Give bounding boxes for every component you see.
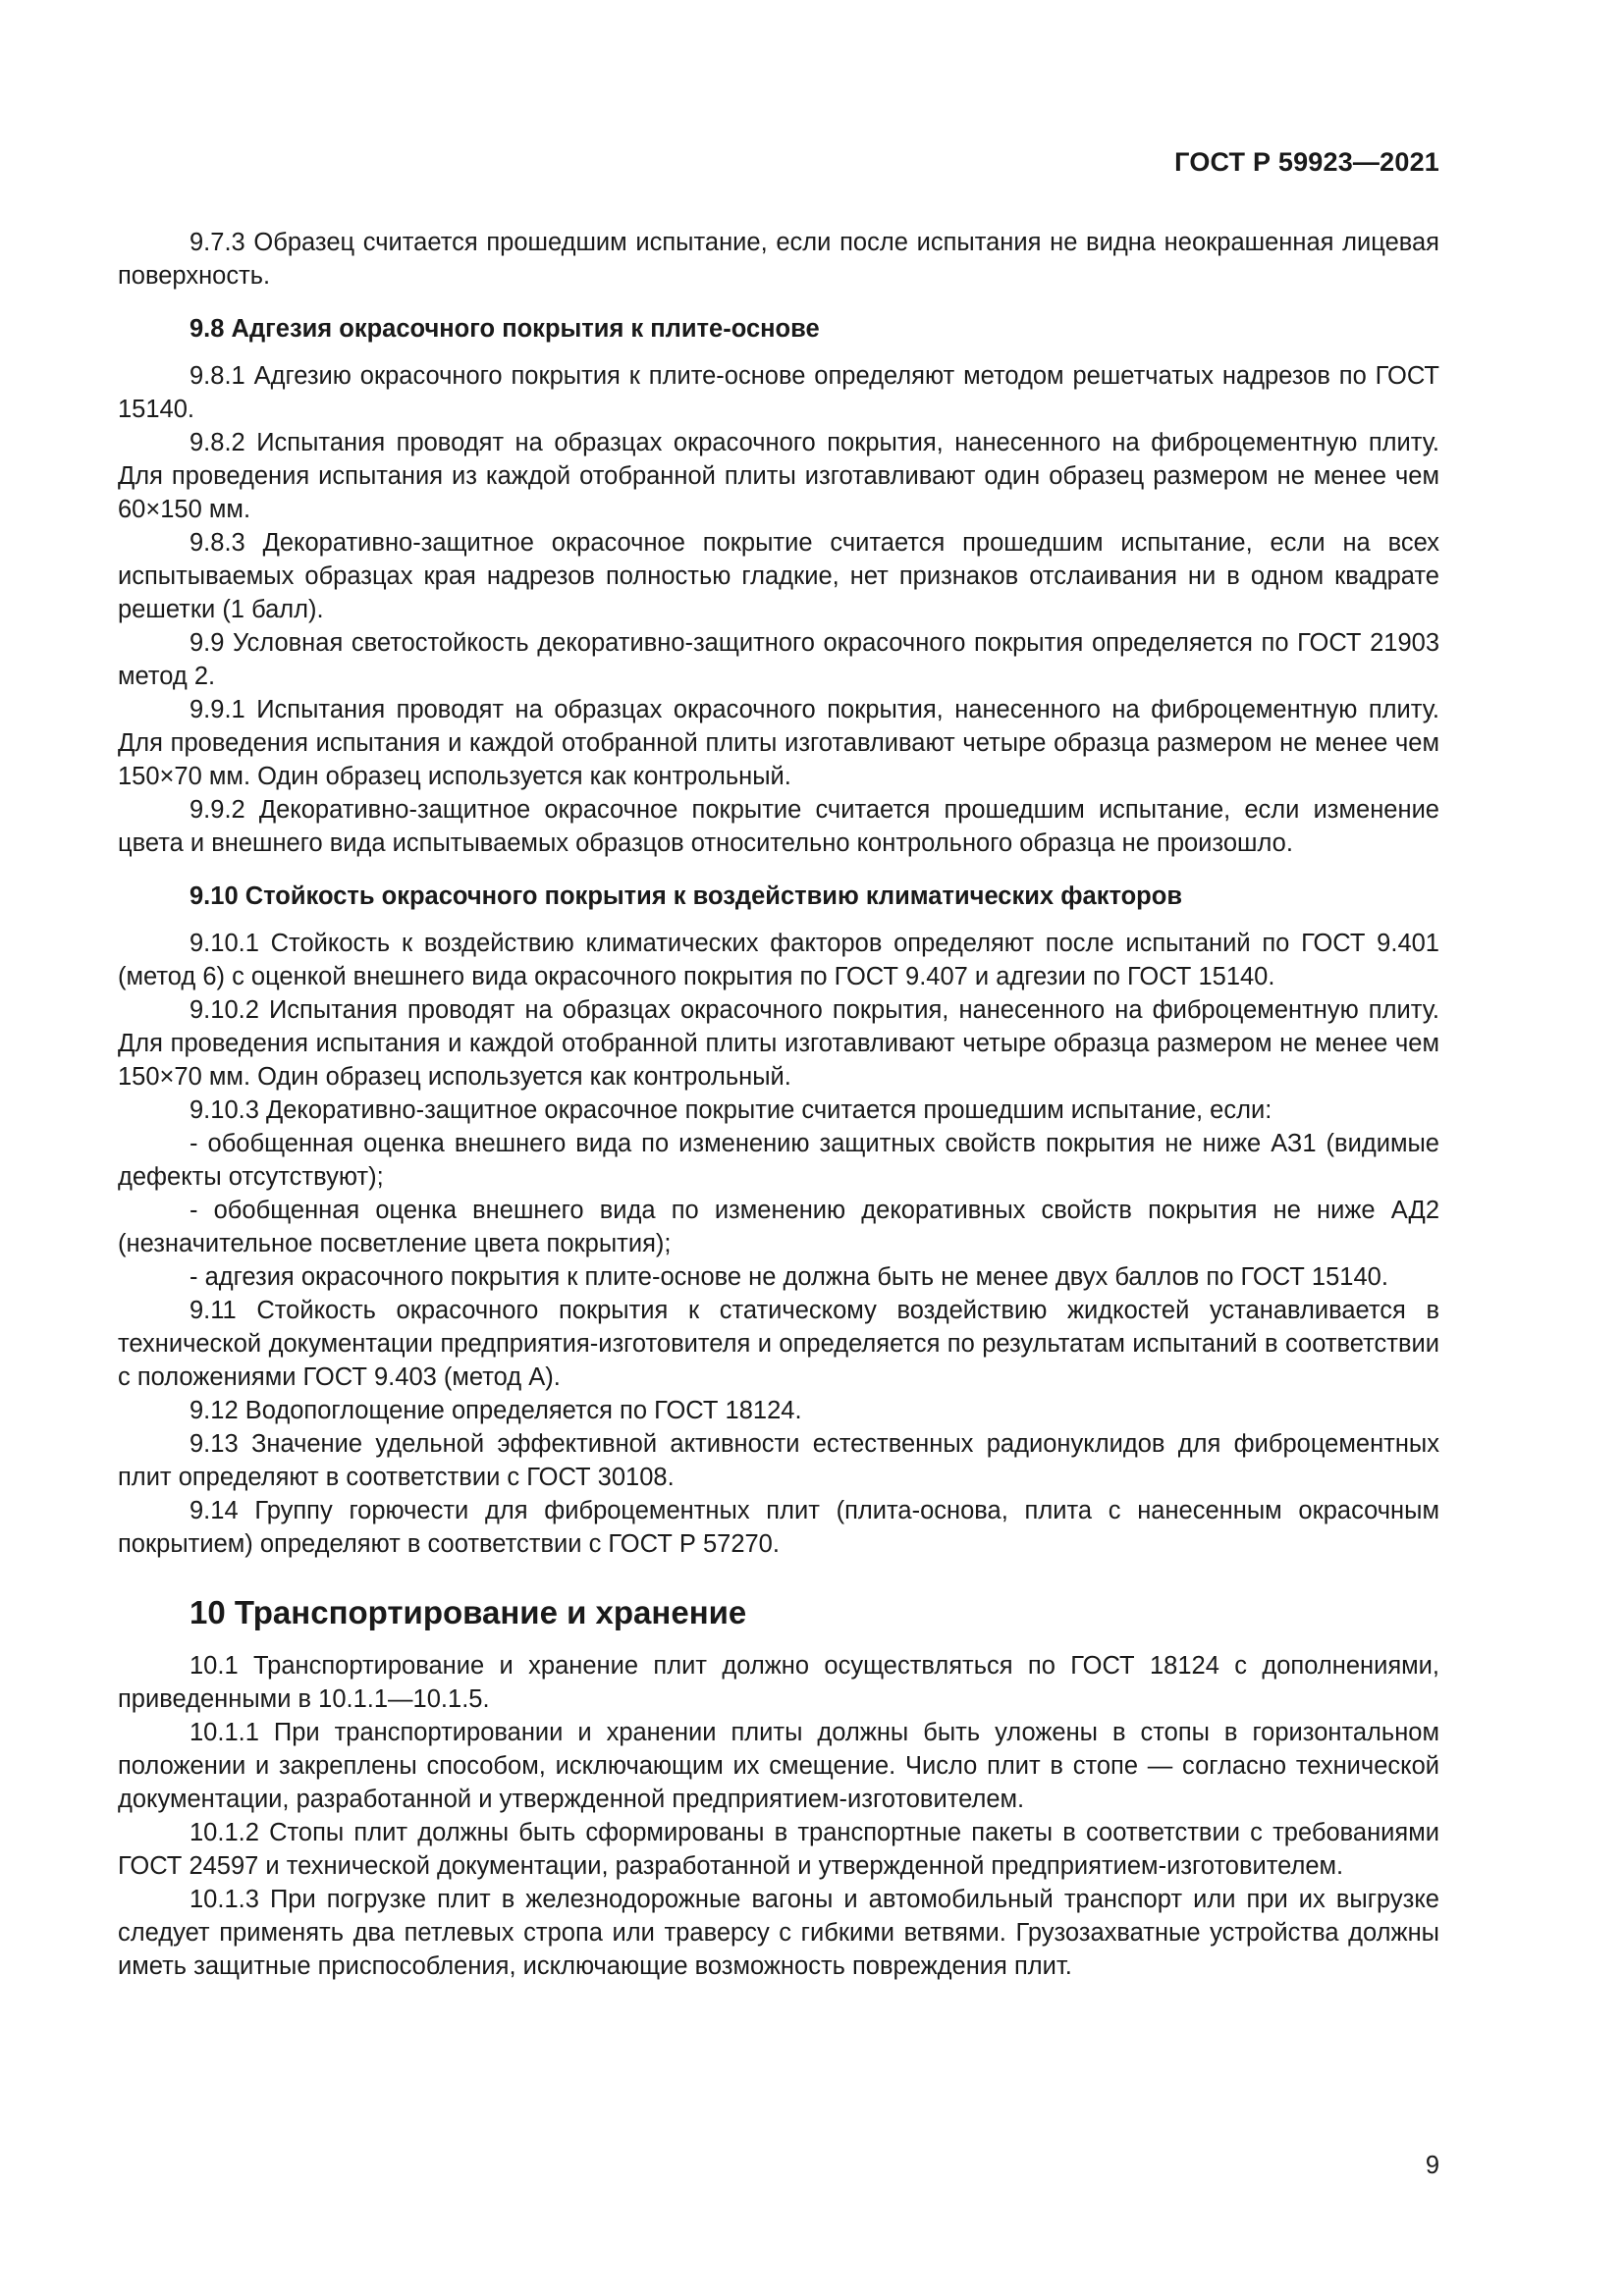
paragraph-9-9-1: 9.9.1 Испытания проводят на образцах окрасочного покрытия, нанесенного на фиброцементную плиту. Для проведения испытания и каждой отобранной плиты изготавливают четыре образца размером не менее чем 150×70 мм. Один образец используется как контрольный. (118, 696, 1439, 790)
section-heading-9-10: 9.10 Стойкость окрасочного покрытия к воздействию климатических факторов (189, 882, 1183, 910)
chapter-heading-10: 10 Транспортирование и хранение (189, 1594, 747, 1630)
paragraph-9-11: 9.11 Стойкость окрасочного покрытия к статическому воздействию жидкостей устанавливается в технической документации предприятия-изготовителя и определяется по результатам испытаний в соответствии с положениями ГОСТ 9.403 (метод А). (118, 1297, 1439, 1391)
document-code-header: ГОСТ Р 59923—2021 (1174, 147, 1439, 177)
paragraph-9-7-3: 9.7.3 Образец считается прошедшим испытание, если после испытания не видна неокрашенная лицевая поверхность. (118, 229, 1439, 290)
page-number: 9 (1425, 2152, 1439, 2179)
document-body (118, 226, 1439, 1983)
paragraph-9-9-2: 9.9.2 Декоративно-защитное окрасочное покрытие считается прошедшим испытание, если изменение цвета и внешнего вида испытываемых образцов относительно контрольного образца не произошло. (118, 796, 1439, 857)
list-item-decorative: - обобщенная оценка внешнего вида по изменению декоративных свойств покрытия не ниже АД2 (незначительное посветление цвета покрытия); (118, 1197, 1439, 1257)
paragraph-9-8-3: 9.8.3 Декоративно-защитное окрасочное покрытие считается прошедшим испытание, если на всех испытываемых образцах края надрезов полностью гладкие, нет признаков отслаивания ни в одном квадрате решетки (1 балл). (118, 529, 1439, 623)
paragraph-9-9: 9.9 Условная светостойкость декоративно-защитного окрасочного покрытия определяется по ГОСТ 21903 метод 2. (118, 629, 1439, 690)
paragraph-10-1-2: 10.1.2 Стопы плит должны быть сформированы в транспортные пакеты в соответствии с требованиями ГОСТ 24597 и технической документации, разработанной и утвержденной предприятием-изготовителем. (118, 1819, 1439, 1880)
paragraph-9-8-1: 9.8.1 Адгезию окрасочного покрытия к плите-основе определяют методом решетчатых надрезов по ГОСТ 15140. (118, 362, 1439, 423)
paragraph-10-1-1: 10.1.1 При транспортировании и хранении плиты должны быть уложены в стопы в горизонтальном положении и закреплены способом, исключающим их смещение. Число плит в стопе — согласно технической документации, разработанной и утвержденной предприятием-изготовителем. (118, 1719, 1439, 1813)
paragraph-9-10-2: 9.10.2 Испытания проводят на образцах окрасочного покрытия, нанесенного на фиброцементную плиту. Для проведения испытания и каждой отобранной плиты изготавливают четыре образца размером не менее чем 150×70 мм. Один образец используется как контрольный. (118, 996, 1439, 1091)
list-item-adhesion: - адгезия окрасочного покрытия к плите-основе не должна быть не менее двух баллов по ГОСТ 15140. (189, 1263, 1388, 1291)
paragraph-9-10-1: 9.10.1 Стойкость к воздействию климатических факторов определяют после испытаний по ГОСТ 9.401 (метод 6) с оценкой внешнего вида окрасочного покрытия по ГОСТ 9.407 и адгезии по ГОСТ 15140. (118, 930, 1439, 990)
section-heading-9-8: 9.8 Адгезия окрасочного покрытия к плите-основе (189, 315, 820, 343)
paragraph-9-8-2: 9.8.2 Испытания проводят на образцах окрасочного покрытия, нанесенного на фиброцементную плиту. Для проведения испытания из каждой отобранной плиты изготавливают один образец размером не менее чем 60×150 мм. (118, 429, 1439, 523)
paragraph-9-12: 9.12 Водопоглощение определяется по ГОСТ 18124. (189, 1397, 802, 1424)
paragraph-10-1: 10.1 Транспортирование и хранение плит должно осуществляться по ГОСТ 18124 с дополнениями, приведенными в 10.1.1—10.1.5. (118, 1652, 1439, 1713)
list-item-protective: - обобщенная оценка внешнего вида по изменению защитных свойств покрытия не ниже АЗ1 (видимые дефекты отсутствуют); (118, 1130, 1439, 1191)
paragraph-9-13: 9.13 Значение удельной эффективной активности естественных радионуклидов для фиброцементных плит определяют в соответствии с ГОСТ 30108. (118, 1430, 1439, 1491)
paragraph-9-10-3: 9.10.3 Декоративно-защитное окрасочное покрытие считается прошедшим испытание, если: (189, 1096, 1272, 1124)
paragraph-10-1-3: 10.1.3 При погрузке плит в железнодорожные вагоны и автомобильный транспорт или при их выгрузке следует применять два петлевых стропа или траверсу с гибкими ветвями. Грузозахватные устройства должны иметь защитные приспособления, исключающие возможность повреждения плит. (118, 1886, 1439, 1980)
paragraph-9-14: 9.14 Группу горючести для фиброцементных плит (плита-основа, плита с нанесенным окрасочным покрытием) определяют в соответствии с ГОСТ Р 57270. (118, 1497, 1439, 1558)
